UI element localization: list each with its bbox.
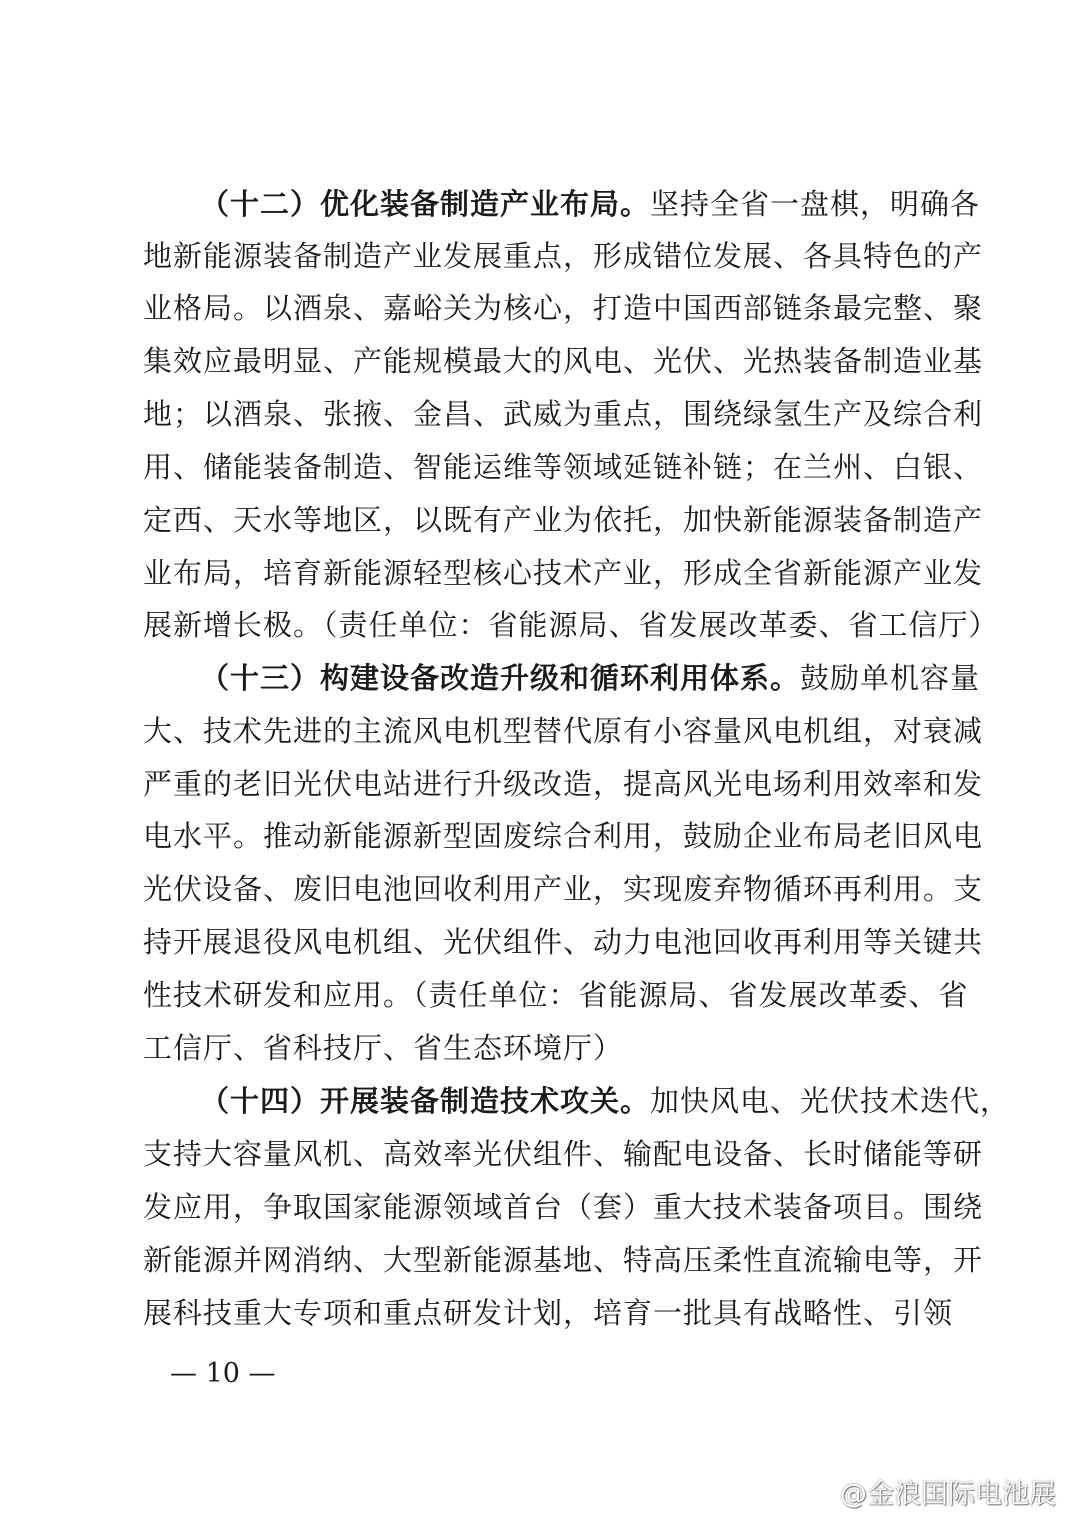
section-14-line-1-text: 加快风电、光伏技术迭代， <box>650 1084 1011 1118</box>
section-14-line-4: 新能源并网消纳、大型新能源基地、特高压柔性直流输电等，开 <box>143 1243 984 1277</box>
section-13-heading: （十三）构建设备改造升级和循环利用体系。 <box>200 661 801 695</box>
section-12-line-7: 定西、天水等地区，以既有产业为依托，加快新能源装备制造产 <box>143 503 984 537</box>
section-12-line-4: 集效应最明显、产能规模最大的风电、光伏、光热装备制造业基 <box>143 344 984 378</box>
section-13-line-3: 严重的老旧光伏电站进行升级改造，提高风光电场利用效率和发 <box>143 767 984 801</box>
section-13-line-7: 性技术研发和应用。（责任单位：省能源局、省发展改革委、省 <box>143 978 969 1012</box>
section-13-line-8: 工信厅、省科技厅、省生态环境厅） <box>143 1031 624 1065</box>
section-14-heading: （十四）开展装备制造技术攻关。 <box>200 1084 651 1118</box>
section-12-line-3: 业格局。以酒泉、嘉峪关为核心，打造中国西部链条最完整、聚 <box>143 291 984 325</box>
sohu-fox-icon <box>812 1480 834 1502</box>
section-13-line-2: 大、技术先进的主流风电机型替代原有小容量风电机组，对衰减 <box>143 714 984 748</box>
section-12-line-6: 用、储能装备制造、智能运维等领域延链补链；在兰州、白银、 <box>143 450 984 484</box>
section-12-line-5: 地；以酒泉、张掖、金昌、武威为重点，围绕绿氢生产及综合利 <box>143 397 984 431</box>
section-14-line-3: 发应用，争取国家能源领域首台（套）重大技术装备项目。围绕 <box>143 1190 984 1224</box>
section-13-line-1-text: 鼓励单机容量 <box>800 661 981 695</box>
section-13-line-4: 电水平。推动新能源新型固废综合利用，鼓励企业布局老旧风电 <box>143 819 984 853</box>
section-14-line-5: 展科技重大专项和重点研发计划，培育一批具有战略性、引领 <box>143 1296 954 1330</box>
section-12-heading: （十二）优化装备制造产业布局。 <box>200 187 651 221</box>
section-14-line-1 <box>200 1077 1011 1125</box>
section-12-line-1-text: 坚持全省一盘棋，明确各 <box>650 187 981 221</box>
section-14-line-2: 支持大容量风机、高效率光伏组件、输配电设备、长时储能等研 <box>143 1137 984 1171</box>
section-13-line-6: 持开展退役风电机组、光伏组件、动力电池回收再利用等关键共 <box>143 925 984 959</box>
watermark-text: @金浪国际电池展 <box>840 1478 1056 1510</box>
section-12-line-8: 业布局，培育新能源轻型核心技术产业，形成全省新能源产业发 <box>143 556 984 590</box>
page-number: — 10 — <box>170 1358 276 1389</box>
section-12-line-9: 展新增长极。（责任单位：省能源局、省发展改革委、省工信厅） <box>143 608 999 642</box>
watermark <box>812 1471 1056 1511</box>
section-12-line-2: 地新能源装备制造产业发展重点，形成错位发展、各具特色的产 <box>143 239 984 273</box>
section-13-line-1 <box>200 654 981 702</box>
section-12-line-1 <box>200 180 981 228</box>
section-13-line-5: 光伏设备、废旧电池回收利用产业，实现废弃物循环再利用。支 <box>143 872 984 906</box>
